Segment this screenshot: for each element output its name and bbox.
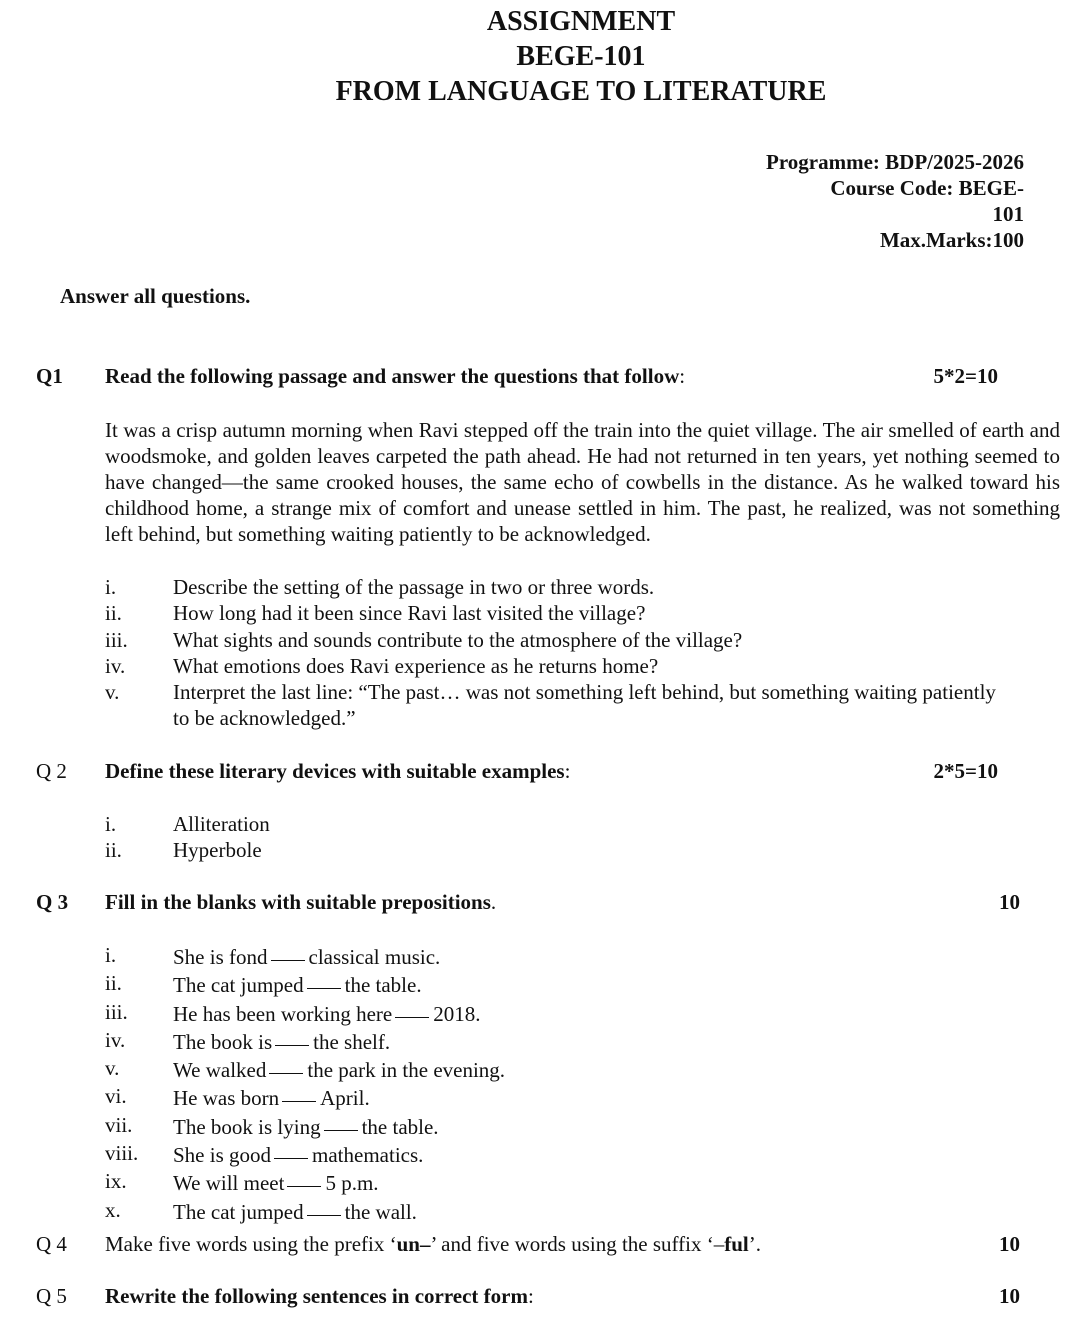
item-text	[173, 1112, 1003, 1140]
question-prompt-1	[105, 364, 685, 389]
question-marks-5: 10	[999, 1284, 1020, 1308]
text-before-blank: The book is lying	[173, 1114, 321, 1139]
item-text: What emotions does Ravi experience as he returns home?	[173, 653, 659, 678]
item-text	[173, 1083, 1003, 1111]
question-marks-3: 10	[999, 890, 1020, 914]
prompt-text: ’.	[748, 1232, 761, 1256]
text-after-blank: the shelf.	[313, 1029, 391, 1054]
item-number: iv.	[105, 1027, 126, 1052]
item-text	[173, 1140, 1003, 1168]
text-before-blank: He has been working here	[173, 1001, 393, 1026]
text-after-blank: mathematics.	[312, 1143, 424, 1168]
list-item	[105, 1027, 1003, 1055]
prompt-suffix: :	[527, 1284, 534, 1308]
text-before-blank: He was born	[173, 1086, 280, 1111]
item-text	[173, 942, 1003, 970]
text-before-blank: We will meet	[173, 1171, 285, 1196]
question-3-fill-blanks	[105, 942, 1003, 1225]
item-text	[173, 999, 1003, 1027]
question-prompt-5	[105, 1284, 534, 1309]
prompt-text: Make five words using the prefix ‘	[105, 1232, 397, 1256]
question-2-subquestions	[105, 811, 1003, 864]
question-number-2: Q 2	[36, 759, 67, 783]
text-before-blank: The book is	[173, 1029, 273, 1054]
item-text: Hyperbole	[173, 838, 262, 863]
text-after-blank: 2018.	[433, 1001, 481, 1026]
prompt-text: Define these literary devices with suitable examples	[105, 759, 565, 783]
item-number: x.	[105, 1197, 121, 1222]
blank-line	[275, 1024, 309, 1046]
course-code-label-line2: 101	[992, 202, 1024, 226]
prompt-text: Read the following passage and answer the questions that follow	[105, 364, 680, 388]
item-number: ix.	[105, 1169, 127, 1194]
blank-line	[324, 1109, 358, 1131]
max-marks-label: Max.Marks:100	[879, 228, 1024, 252]
prompt-suffix: .	[490, 890, 497, 914]
question-marks-1: 5*2=10	[933, 364, 998, 388]
text-before-blank: We walked	[173, 1058, 267, 1083]
item-text	[173, 1055, 1003, 1083]
blank-line	[287, 1165, 321, 1187]
item-number: v.	[105, 1056, 120, 1081]
item-number: i.	[105, 812, 117, 836]
list-item	[105, 653, 1003, 679]
document-title-block	[0, 4, 1080, 109]
list-item	[105, 1083, 1003, 1111]
item-number: v.	[105, 680, 120, 705]
text-before-blank: She is fond	[173, 945, 268, 969]
list-item	[105, 999, 1003, 1027]
item-number: iii.	[105, 999, 128, 1024]
question-prompt-3	[105, 890, 496, 915]
text-after-blank: the table.	[361, 1114, 439, 1139]
item-number: i.	[105, 575, 117, 599]
item-text: What sights and sounds contribute to the atmosphere of the village?	[173, 627, 743, 652]
item-text	[173, 1027, 1003, 1055]
question-1-subquestions	[105, 574, 1003, 732]
prompt-text: Rewrite the following sentences in correct form	[105, 1284, 528, 1308]
item-number: ii.	[105, 838, 122, 863]
item-text: Interpret the last line: “The past… was not something left behind, but something waiting patiently to be acknowledged.”	[173, 680, 996, 731]
text-after-blank: 5 p.m.	[325, 1171, 379, 1196]
list-item	[105, 811, 1003, 837]
list-item	[105, 679, 1003, 732]
item-number: i.	[105, 943, 117, 967]
list-item	[105, 600, 1003, 626]
item-number: iii.	[105, 627, 128, 652]
instructions: Answer all questions.	[60, 284, 251, 308]
list-item	[105, 1112, 1003, 1140]
question-number-3: Q 3	[36, 890, 69, 914]
item-number: ii.	[105, 601, 122, 626]
blank-line	[307, 967, 341, 989]
question-prompt-4	[105, 1232, 761, 1257]
blank-line	[307, 1194, 341, 1216]
question-number-5: Q 5	[36, 1284, 67, 1308]
title-course-code: BEGE-101	[516, 41, 646, 72]
title-course-name: FROM LANGUAGE TO LITERATURE	[335, 76, 827, 107]
text-after-blank: classical music.	[308, 945, 441, 969]
list-item	[105, 574, 1003, 600]
programme-label: Programme: BDP/2025-2026	[766, 150, 1024, 174]
list-item	[105, 1168, 1003, 1196]
item-number: ii.	[105, 971, 122, 996]
prefix-un: un–	[396, 1232, 431, 1256]
item-number: vii.	[105, 1112, 133, 1137]
list-item	[105, 942, 1003, 970]
prompt-suffix: :	[679, 364, 686, 388]
item-text: How long had it been since Ravi last visited the village?	[173, 601, 646, 626]
question-marks-2: 2*5=10	[933, 759, 998, 783]
item-text	[173, 1197, 1003, 1225]
text-before-blank: She is good	[173, 1143, 272, 1168]
item-text: Alliteration	[173, 812, 270, 836]
blank-line	[395, 996, 429, 1018]
course-code-label-line1: Course Code: BEGE-	[830, 176, 1024, 200]
course-meta	[724, 149, 1024, 253]
text-after-blank: the table.	[344, 973, 422, 998]
text-before-blank: The cat jumped	[173, 973, 304, 998]
item-text: Describe the setting of the passage in two or three words.	[173, 575, 655, 599]
list-item	[105, 1140, 1003, 1168]
blank-line	[271, 939, 305, 961]
title-assignment: ASSIGNMENT	[486, 6, 676, 37]
blank-line	[269, 1052, 303, 1074]
list-item	[105, 837, 1003, 863]
question-prompt-2	[105, 759, 570, 784]
question-number-1: Q1	[36, 364, 63, 388]
item-number: iv.	[105, 653, 126, 678]
list-item	[105, 627, 1003, 653]
blank-line	[282, 1080, 316, 1102]
text-after-blank: the park in the evening.	[307, 1058, 506, 1083]
list-item	[105, 1055, 1003, 1083]
text-after-blank: April.	[320, 1086, 370, 1111]
text-before-blank: The cat jumped	[173, 1199, 304, 1224]
question-marks-4: 10	[999, 1232, 1020, 1256]
text-after-blank: the wall.	[344, 1199, 417, 1224]
question-number-4: Q 4	[36, 1232, 67, 1256]
item-number: viii.	[105, 1141, 139, 1166]
item-text	[173, 970, 1003, 998]
item-number: vi.	[105, 1084, 127, 1109]
suffix-ful: ful	[724, 1232, 749, 1256]
reading-passage: It was a crisp autumn morning when Ravi stepped off the train into the quiet village. The air smelled of earth and woodsmoke, and golden leaves carpeted the path ahead. He had not returned in ten years, yet nothing seemed to have changed—the same crooked houses, the same echo of cowbells in the distance. As he walked toward his childhood home, a strange mix of comfort and unease settled in him. The past, he realized, was not something left behind, but something waiting patiently to be acknowledged.	[105, 418, 1060, 546]
prompt-text: ’ and five words using the suffix ‘–	[430, 1232, 725, 1256]
prompt-text: Fill in the blanks with suitable prepositions	[105, 890, 491, 914]
list-item	[105, 970, 1003, 998]
list-item	[105, 1197, 1003, 1225]
item-text	[173, 1168, 1003, 1196]
prompt-suffix: :	[564, 759, 571, 783]
blank-line	[274, 1137, 308, 1159]
